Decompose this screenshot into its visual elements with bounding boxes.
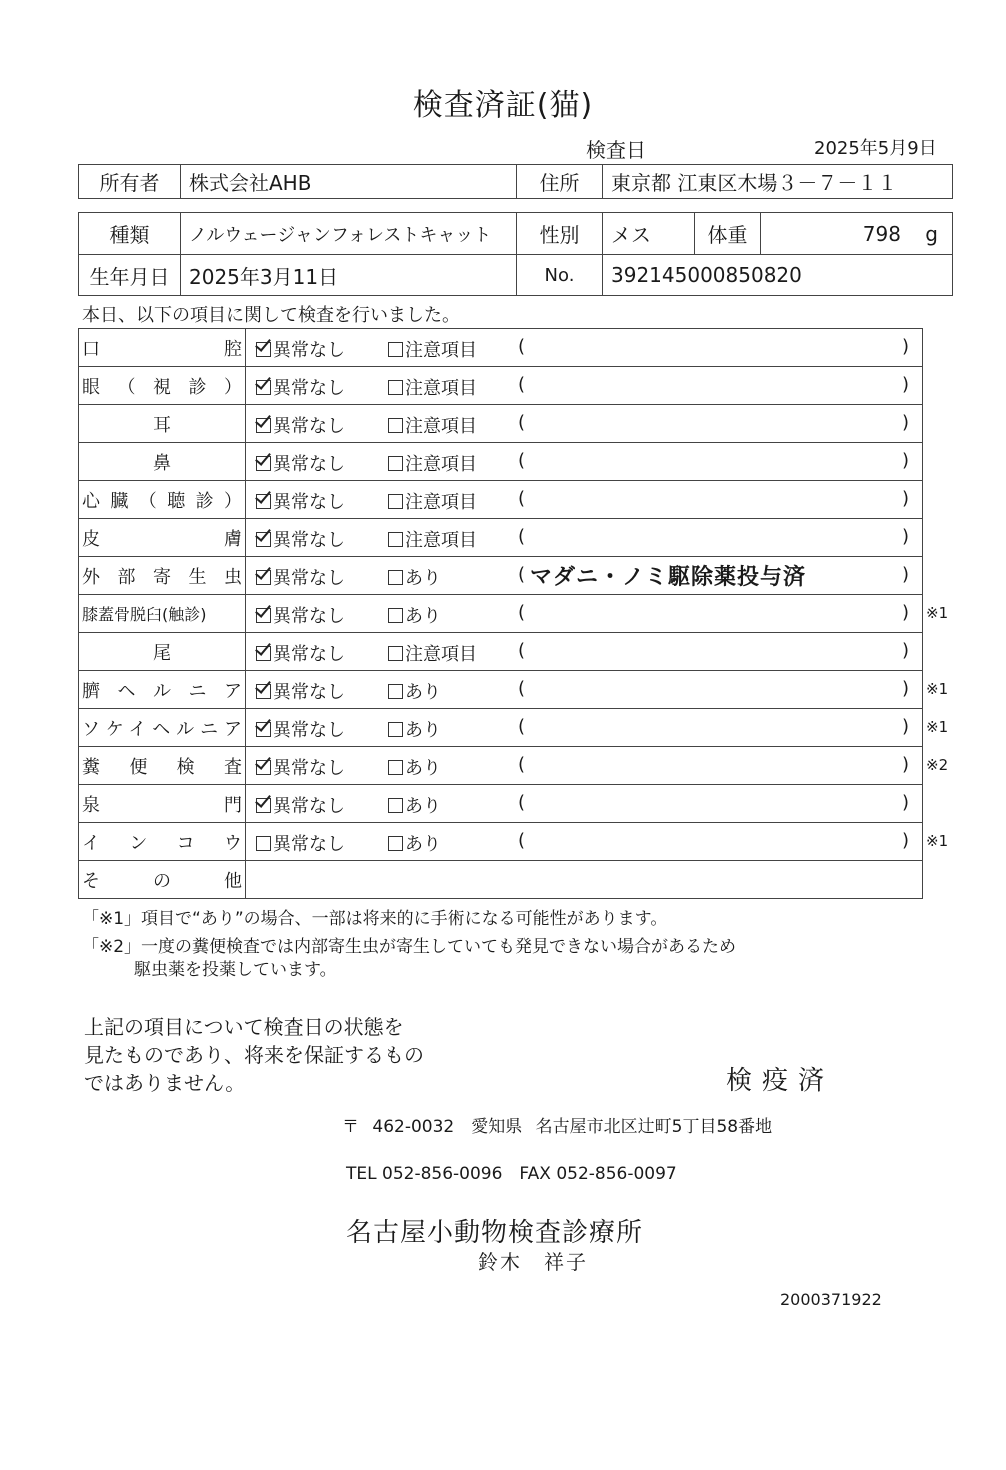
normal-option[interactable] [256, 412, 345, 438]
clinic-address: 〒 462-0032 愛知県 名古屋市北区辻町5丁目58番地 [342, 1117, 773, 1137]
exam-result [246, 747, 923, 785]
attention-checkbox[interactable] [388, 646, 403, 661]
note-paren-open: ( [518, 373, 526, 395]
dob-label: 生年月日 [79, 255, 181, 296]
attention-checkbox[interactable] [388, 532, 403, 547]
attention-option[interactable] [388, 754, 441, 780]
attention-option[interactable] [388, 374, 477, 400]
exam-row [79, 519, 923, 557]
closing-line-2: 見たものであり、将来を保証するもの [84, 1043, 424, 1067]
exam-item: 眼（視診） [79, 367, 246, 405]
no-label: No. [517, 255, 603, 296]
attention-option[interactable] [388, 640, 477, 666]
footnote-marker: ※1 [926, 832, 949, 850]
attention-label: あり [405, 605, 441, 627]
note-paren-close: ) [902, 715, 910, 737]
weight-label: 体重 [695, 213, 761, 255]
attention-label: 注意項目 [405, 529, 477, 551]
exam-item: 糞便検査 [79, 747, 246, 785]
note-paren-open: ( [518, 677, 526, 699]
attention-checkbox[interactable] [388, 456, 403, 471]
exam-row-other [79, 861, 923, 899]
sex-value: メス [603, 213, 695, 255]
attention-label: 注意項目 [405, 491, 477, 513]
normal-option[interactable] [256, 564, 345, 590]
attention-checkbox[interactable] [388, 494, 403, 509]
exam-note: マダニ・ノミ駆除薬投与済 [530, 564, 807, 590]
attention-checkbox[interactable] [388, 798, 403, 813]
attention-checkbox[interactable] [388, 760, 403, 775]
normal-checkbox[interactable] [256, 418, 271, 433]
normal-option[interactable] [256, 602, 345, 628]
exam-item: 耳 [79, 405, 246, 443]
attention-label: あり [405, 681, 441, 703]
exam-row [79, 823, 923, 861]
exam-item: インコウ [79, 823, 246, 861]
weight-value: 798 [862, 221, 901, 246]
exam-result [246, 443, 923, 481]
normal-label: 異常なし [273, 377, 345, 399]
attention-label: あり [405, 795, 441, 817]
weight-unit: g [925, 221, 938, 246]
attention-label: あり [405, 833, 441, 855]
footnote-marker: ※1 [926, 680, 949, 698]
note-paren-open: ( [518, 449, 526, 471]
normal-option[interactable] [256, 374, 345, 400]
normal-checkbox[interactable] [256, 684, 271, 699]
exam-result [246, 367, 923, 405]
normal-option[interactable] [256, 640, 345, 666]
exam-item: 臍ヘルニア [79, 671, 246, 709]
normal-label: 異常なし [273, 795, 345, 817]
microchip-no: 392145000850820 [603, 255, 953, 296]
normal-checkbox[interactable] [256, 342, 271, 357]
exam-item: 口腔 [79, 329, 246, 367]
attention-checkbox[interactable] [388, 684, 403, 699]
breed-label: 種類 [79, 213, 181, 255]
clinic-name: 名古屋小動物検査診療所 [346, 1218, 644, 1248]
exam-row [79, 367, 923, 405]
exam-row [79, 595, 923, 633]
exam-result [246, 785, 923, 823]
normal-checkbox[interactable] [256, 380, 271, 395]
note-paren-open: ( [518, 411, 526, 433]
attention-label: 注意項目 [405, 339, 477, 361]
exam-result [246, 405, 923, 443]
normal-option[interactable] [256, 830, 345, 856]
closing-line-3: ではありません。 [84, 1071, 246, 1095]
attention-option[interactable] [388, 450, 477, 476]
attention-label: 注意項目 [405, 453, 477, 475]
attention-checkbox[interactable] [388, 608, 403, 623]
document-number: 2000371922 [780, 1290, 882, 1309]
attention-option[interactable] [388, 526, 477, 552]
normal-option[interactable] [256, 792, 345, 818]
exam-row [79, 785, 923, 823]
exam-result [246, 329, 923, 367]
normal-checkbox[interactable] [256, 646, 271, 661]
normal-option[interactable] [256, 678, 345, 704]
quarantine-stamp: 検疫済 [726, 1066, 835, 1096]
normal-label: 異常なし [273, 643, 345, 665]
exam-result [246, 519, 923, 557]
exam-row [79, 443, 923, 481]
normal-checkbox[interactable] [256, 532, 271, 547]
note-paren-open: ( [518, 829, 526, 851]
attention-checkbox[interactable] [388, 418, 403, 433]
note-paren-open: ( [518, 753, 526, 775]
attention-checkbox[interactable] [388, 722, 403, 737]
normal-option[interactable] [256, 488, 345, 514]
exam-item: 心臓（聴診） [79, 481, 246, 519]
normal-option[interactable] [256, 450, 345, 476]
note-paren-open: ( [518, 525, 526, 547]
normal-checkbox[interactable] [256, 722, 271, 737]
other-field[interactable] [246, 861, 923, 899]
address-label: 住所 [517, 165, 603, 199]
attention-label: あり [405, 567, 441, 589]
other-label: その他 [79, 861, 246, 899]
note-paren-close: ) [902, 449, 910, 471]
attention-option[interactable] [388, 716, 441, 742]
veterinarian-name: 鈴木 祥子 [478, 1250, 588, 1274]
exam-result [246, 709, 923, 747]
exam-result [246, 633, 923, 671]
note-paren-open: ( [518, 563, 526, 585]
dob-value: 2025年3月11日 [181, 255, 517, 296]
normal-label: 異常なし [273, 757, 345, 779]
footnote-marker: ※2 [926, 756, 949, 774]
exam-table [78, 328, 923, 899]
attention-label: あり [405, 757, 441, 779]
normal-checkbox[interactable] [256, 456, 271, 471]
exam-row [79, 671, 923, 709]
clinic-phone-fax: TEL 052-856-0096 FAX 052-856-0097 [346, 1164, 677, 1184]
exam-row [79, 329, 923, 367]
normal-label: 異常なし [273, 339, 345, 361]
normal-checkbox[interactable] [256, 494, 271, 509]
note-paren-open: ( [518, 335, 526, 357]
attention-checkbox[interactable] [388, 342, 403, 357]
exam-row [79, 405, 923, 443]
normal-checkbox[interactable] [256, 760, 271, 775]
normal-label: 異常なし [273, 681, 345, 703]
note-paren-close: ) [902, 791, 910, 813]
exam-result [246, 481, 923, 519]
note-paren-open: ( [518, 715, 526, 737]
normal-checkbox[interactable] [256, 570, 271, 585]
owner-address: 東京都 江東区木場３－７－１１ [603, 165, 953, 199]
note-paren-open: ( [518, 487, 526, 509]
note-paren-close: ) [902, 601, 910, 623]
normal-option[interactable] [256, 716, 345, 742]
note-paren-open: ( [518, 639, 526, 661]
normal-option[interactable] [256, 336, 345, 362]
attention-option[interactable] [388, 564, 441, 590]
sex-label: 性別 [517, 213, 603, 255]
normal-option[interactable] [256, 526, 345, 552]
note-paren-close: ) [902, 373, 910, 395]
attention-label: 注意項目 [405, 377, 477, 399]
owner-label: 所有者 [79, 165, 181, 199]
footnote-1: 「※1」項目で“あり”の場合、一部は将来的に手術になる可能性があります。 [82, 909, 668, 929]
attention-option[interactable] [388, 336, 477, 362]
note-paren-close: ) [902, 411, 910, 433]
attention-checkbox[interactable] [388, 380, 403, 395]
exam-row [79, 747, 923, 785]
normal-label: 異常なし [273, 719, 345, 741]
owner-name: 株式会社AHB [181, 165, 517, 199]
normal-option[interactable] [256, 754, 345, 780]
attention-label: 注意項目 [405, 415, 477, 437]
normal-label: 異常なし [273, 605, 345, 627]
normal-label: 異常なし [273, 529, 345, 551]
attention-label: あり [405, 719, 441, 741]
normal-label: 異常なし [273, 491, 345, 513]
note-paren-close: ) [902, 753, 910, 775]
exam-row [79, 633, 923, 671]
owner-table [78, 164, 953, 199]
footnote-marker: ※1 [926, 604, 949, 622]
breed-value: ノルウェージャンフォレストキャット [181, 213, 517, 255]
normal-checkbox[interactable] [256, 798, 271, 813]
note-paren-open: ( [518, 601, 526, 623]
attention-label: 注意項目 [405, 643, 477, 665]
normal-label: 異常なし [273, 415, 345, 437]
exam-item: 膝蓋骨脱臼(触診) [79, 595, 246, 633]
note-paren-close: ) [902, 487, 910, 509]
exam-result [246, 595, 923, 633]
attention-option[interactable] [388, 830, 441, 856]
footnote-2: 「※2」一度の糞便検査では内部寄生虫が寄生していても発見できない場合があるため [82, 937, 737, 957]
animal-table [78, 212, 953, 296]
exam-result [246, 557, 923, 595]
inspection-date-label: 検査日 [586, 138, 646, 162]
normal-checkbox[interactable] [256, 836, 271, 851]
inspection-date: 2025年5月9日 [814, 138, 937, 159]
normal-label: 異常なし [273, 567, 345, 589]
normal-checkbox[interactable] [256, 608, 271, 623]
note-paren-close: ) [902, 563, 910, 585]
normal-label: 異常なし [273, 833, 345, 855]
intro-text: 本日、以下の項目に関して検査を行いました。 [82, 305, 460, 326]
note-paren-close: ) [902, 525, 910, 547]
exam-result [246, 671, 923, 709]
note-paren-close: ) [902, 335, 910, 357]
exam-row [79, 557, 923, 595]
normal-label: 異常なし [273, 453, 345, 475]
exam-row [79, 481, 923, 519]
footnote-2-cont: 駆虫薬を投薬しています。 [134, 960, 337, 980]
attention-option[interactable] [388, 488, 477, 514]
attention-checkbox[interactable] [388, 836, 403, 851]
exam-item: ソケイヘルニア [79, 709, 246, 747]
attention-option[interactable] [388, 678, 441, 704]
exam-item: 外部寄生虫 [79, 557, 246, 595]
note-paren-close: ) [902, 829, 910, 851]
footnote-marker: ※1 [926, 718, 949, 736]
exam-item: 皮膚 [79, 519, 246, 557]
note-paren-close: ) [902, 639, 910, 661]
attention-option[interactable] [388, 412, 477, 438]
attention-option[interactable] [388, 602, 441, 628]
note-paren-close: ) [902, 677, 910, 699]
exam-row [79, 709, 923, 747]
closing-statement [84, 1013, 424, 1097]
exam-item: 尾 [79, 633, 246, 671]
note-paren-open: ( [518, 791, 526, 813]
exam-item: 泉門 [79, 785, 246, 823]
attention-checkbox[interactable] [388, 570, 403, 585]
document-title: 検査済証(猫) [412, 88, 594, 123]
closing-line-1: 上記の項目について検査日の状態を [84, 1015, 404, 1039]
weight-cell [761, 213, 953, 255]
exam-item: 鼻 [79, 443, 246, 481]
attention-option[interactable] [388, 792, 441, 818]
exam-result [246, 823, 923, 861]
